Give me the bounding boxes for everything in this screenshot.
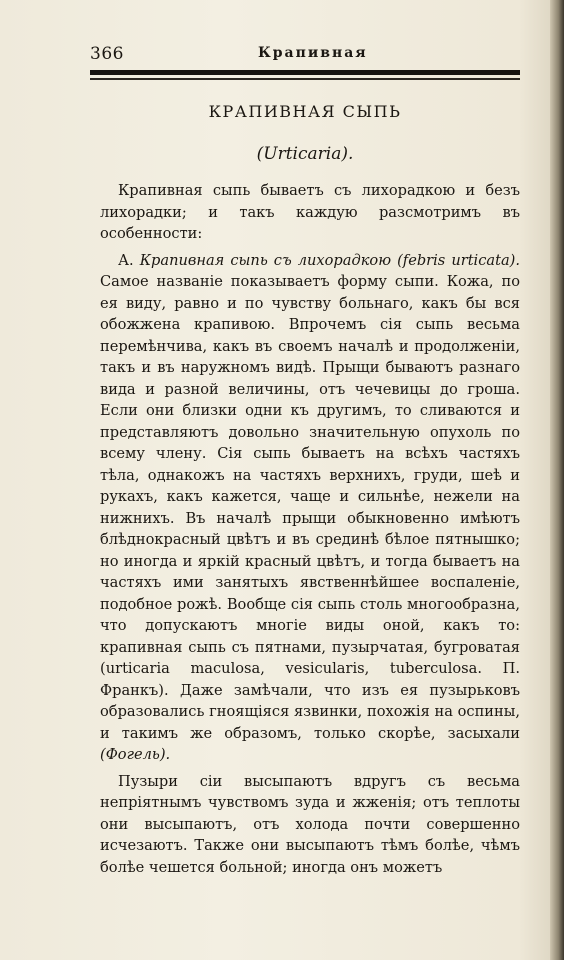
paragraph-section-a: [100, 250, 520, 766]
page-edge-shadow: [550, 0, 564, 960]
header-rule-thick: [90, 70, 520, 75]
header-rule-thin: [90, 78, 520, 80]
section-a-heading: Крапивная сыпь съ лихорадкою: [139, 251, 392, 269]
chapter-latin-name: (Urticaria).: [256, 144, 354, 164]
paragraph-last: Пузыри сіи высыпаютъ вдругъ съ весьма непріятнымъ чувствомъ зуда и жженія; отъ теплоты они высыпаютъ, отъ холода почти совершенно исчезаютъ. Также они высыпаютъ тѣмъ болѣе, чѣмъ болѣе чешется больной; иногда онъ можетъ: [100, 772, 520, 876]
running-title: Крапивная: [258, 45, 368, 61]
paragraph-intro: Крапивная сыпь бываетъ съ лихорадкою и безъ лихорадки; и такъ каждую разсмотримъ въ особенности:: [100, 182, 520, 242]
section-a-label: А.: [118, 251, 134, 269]
chapter-title: КРАПИВНАЯ СЫПЬ: [208, 102, 402, 121]
section-a-body: Самое названіе показываетъ форму сыпи. Кожа, по ея виду, равно и по чувству больнаго, какъ бы вся обожжена крапивою. Впрочемъ сія сыпь весьма перемѣнчива, какъ въ своемъ началѣ и продолженіи, такъ и въ наружномъ видѣ. Прыщи бываютъ разнаго вида и разной величины, отъ чечевицы до гроша. Если они близки одни къ другимъ, то сливаются и представляютъ довольно значительную опухоль по всему члену. Сія сыпь бываетъ на всѣхъ частяхъ тѣла, однакожъ на частяхъ верхнихъ, груди, шеѣ и рукахъ, какъ кажется, чаще и сильнѣе, нежели на нижнихъ. Въ началѣ прыщи обыкновенно имѣютъ блѣднокрасный цвѣтъ и въ срединѣ бѣлое пятнышко; но иногда и яркій красный цвѣтъ, и тогда бываетъ на частяхъ ими занятыхъ явственнѣйшее воспаленіе, подобное рожѣ. Вообще сія сыпь столь многообразна, что допускаютъ многіе виды оной, какъ то: крапивная сыпь съ пятнами, пузырчатая, бугроватая (urticaria maculosa, vesicularis, tuberculosa. П. Франкъ). Даже замѣчали, что изъ ея пузырьковъ образовались гноящіяся язвинки, похожія на оспины, и такимъ же образомъ, только скорѣе, засыхали: [100, 273, 520, 742]
running-head: [90, 44, 520, 66]
section-a-author: (Фогель).: [100, 746, 171, 763]
page-number: 366: [90, 44, 124, 64]
body-text: [100, 180, 520, 878]
section-a-latin: (febris urticata).: [397, 251, 521, 269]
